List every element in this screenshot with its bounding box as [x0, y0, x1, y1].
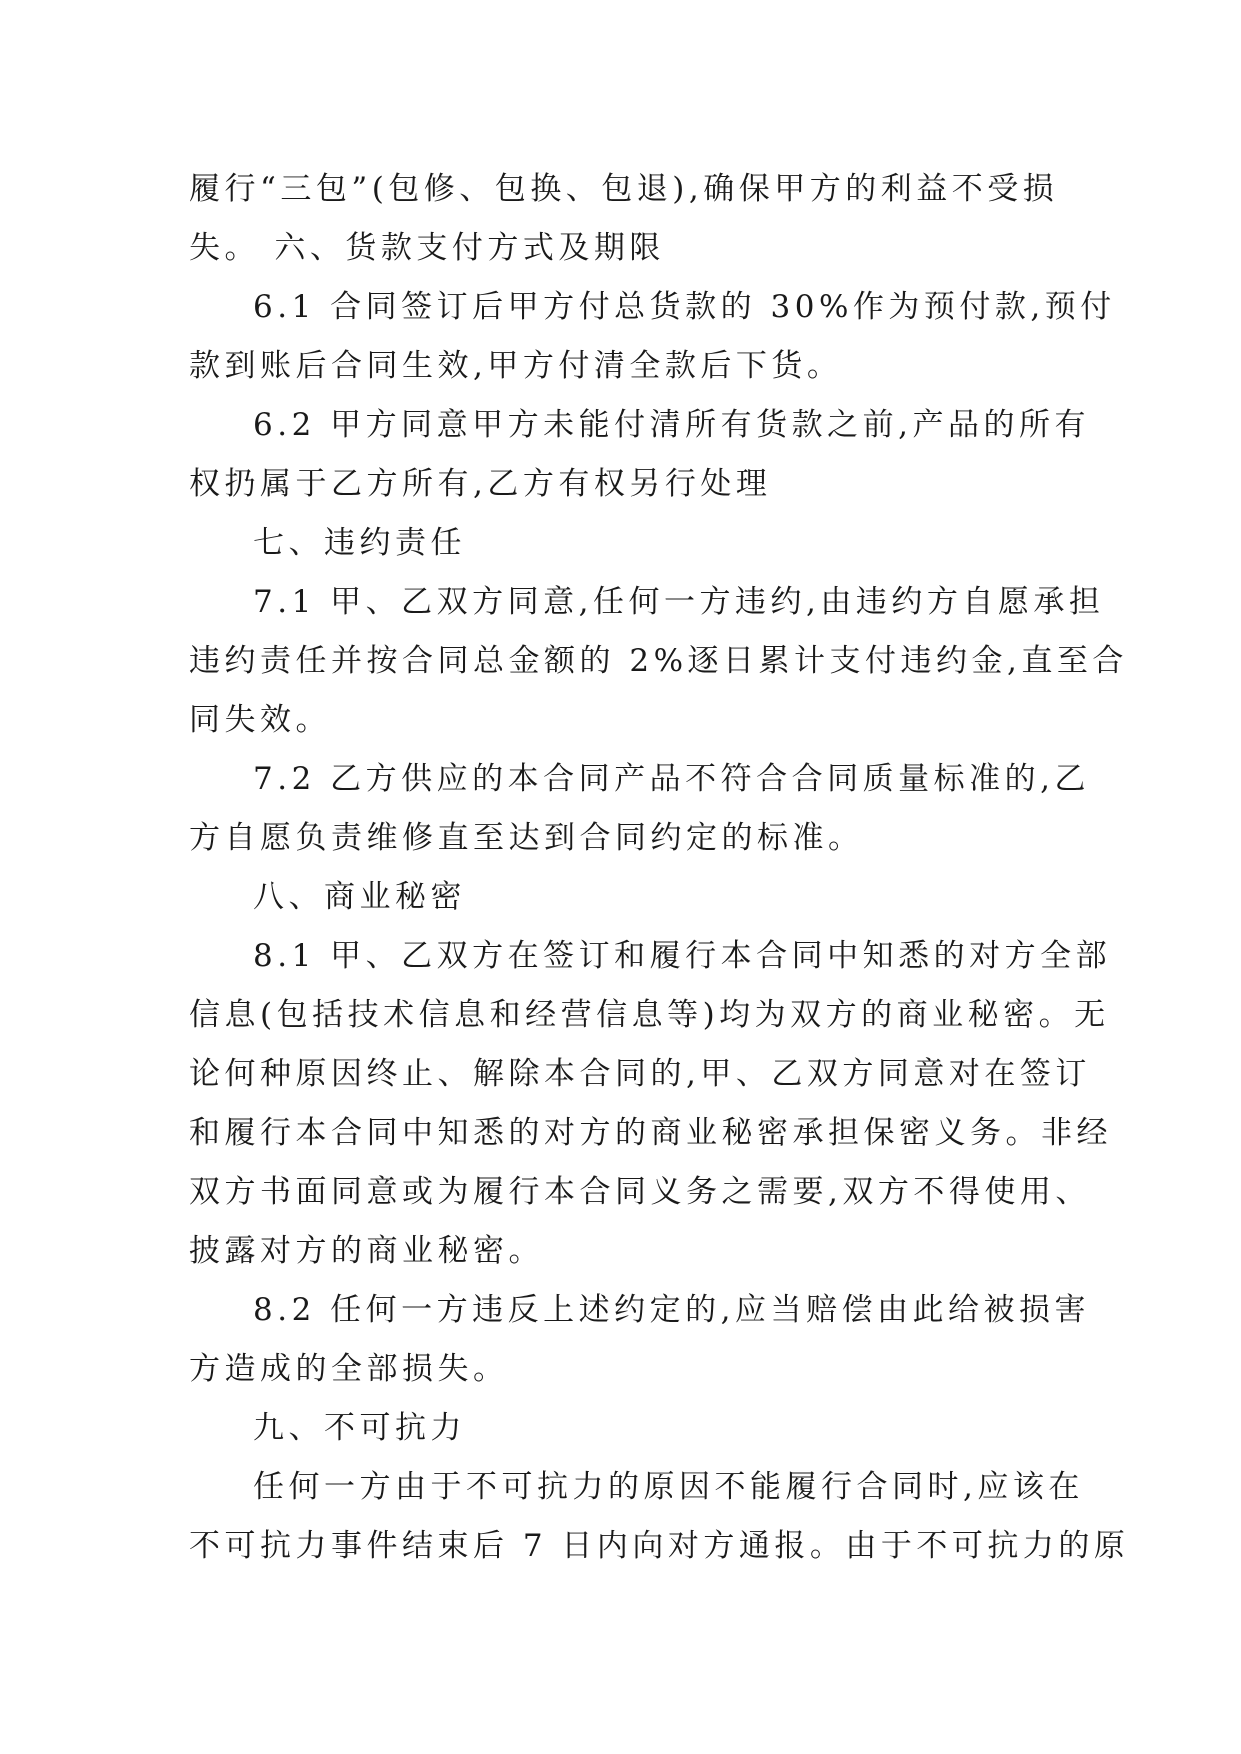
text-line-6: 权扔属于乙方所有,乙方有权另行处理: [189, 466, 772, 502]
text-line-15: 信息(包括技术信息和经营信息等)均为双方的商业秘密。无: [189, 997, 1110, 1033]
text-line-20: 8.2 任何一方违反上述约定的,应当赔偿由此给被损害: [253, 1292, 1091, 1328]
text-line-17: 和履行本合同中知悉的对方的商业秘密承担保密义务。非经: [189, 1115, 1112, 1151]
text-line-8: 7.1 甲、乙双方同意,任何一方违约,由违约方自愿承担: [253, 584, 1105, 620]
text-line-2: 失。 六、货款支付方式及期限: [189, 230, 665, 266]
text-line-10: 同失效。: [189, 702, 331, 738]
text-line-3: 6.1 合同签订后甲方付总货款的 30%作为预付款,预付: [253, 289, 1116, 325]
text-line-24: 不可抗力事件结束后 7 日内向对方通报。由于不可抗力的原: [189, 1528, 1130, 1564]
text-line-4: 款到账后合同生效,甲方付清全款后下货。: [189, 348, 843, 384]
text-line-14: 8.1 甲、乙双方在签订和履行本合同中知悉的对方全部: [253, 938, 1112, 974]
section-heading-7: 七、违约责任: [253, 525, 466, 561]
contract-text: [189, 160, 1130, 1576]
text-line-18: 双方书面同意或为履行本合同义务之需要,双方不得使用、: [189, 1174, 1091, 1210]
text-line-11: 7.2 乙方供应的本合同产品不符合合同质量标准的,乙: [253, 761, 1091, 797]
text-line-16: 论何种原因终止、解除本合同的,甲、乙双方同意对在签订: [189, 1056, 1091, 1092]
text-line-19: 披露对方的商业秘密。: [189, 1233, 544, 1269]
text-line-12: 方自愿负责维修直至达到合同约定的标准。: [189, 820, 864, 856]
text-line-23: 任何一方由于不可抗力的原因不能履行合同时,应该在: [253, 1469, 1084, 1505]
text-line-5: 6.2 甲方同意甲方未能付清所有货款之前,产品的所有: [253, 407, 1091, 443]
text-line-1: 履行“三包”(包修、包换、包退),确保甲方的利益不受损: [189, 171, 1059, 207]
text-line-9: 违约责任并按合同总金额的 2%逐日累计支付违约金,直至合: [189, 643, 1128, 679]
section-heading-8: 八、商业秘密: [253, 879, 466, 915]
text-line-21: 方造成的全部损失。: [189, 1351, 509, 1387]
section-heading-9: 九、不可抗力: [253, 1410, 466, 1446]
